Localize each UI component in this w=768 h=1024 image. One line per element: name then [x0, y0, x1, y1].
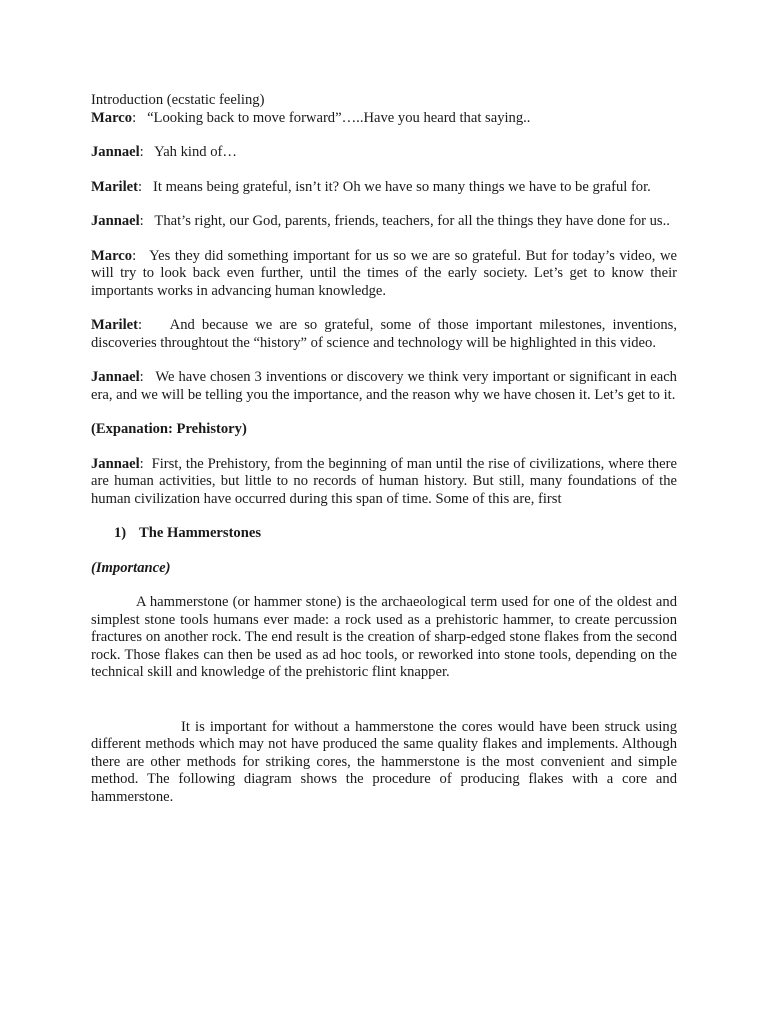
prehistory-paragraph	[91, 456, 677, 509]
speaker-separator: :	[139, 369, 156, 385]
speaker-separator: :	[139, 144, 155, 160]
dialogue-line-marco-2	[91, 248, 677, 301]
dialogue-text: Yah kind of…	[154, 144, 237, 160]
dialogue-text: Yes they did something important for us so we are so grateful. But for today’s video, we will try to look back even further, until the times of the early society. Let’s get to know their importants works in advancing human knowledge.	[91, 247, 677, 299]
list-label: The Hammerstones	[139, 525, 262, 541]
hammerstone-paragraph-2: It is important for without a hammerstone the cores would have been struck using different methods which may not have produced the same quality flakes and implements. Although there are other methods for striking cores, the hammerstone is the most convenient and simple method. The following diagram shows the procedure of producing flakes with a core and hammerstone.	[91, 718, 677, 805]
list-item-hammerstones	[91, 525, 677, 543]
speaker-separator: :	[132, 247, 150, 264]
dialogue-line-jannael-1	[91, 144, 677, 162]
speaker-separator: :	[139, 455, 152, 472]
speaker-separator: :	[138, 178, 153, 195]
prehistory-text: First, the Prehistory, from the beginning of man until the rise of civilizations, where there are human activities, but little to no records of human history. But still, many foundations of the human civilization have occurred during this span of time. Some of this are, first	[91, 455, 677, 507]
section-heading: (Expanation: Prehistory)	[91, 421, 247, 437]
dialogue-line-marco-1	[91, 110, 677, 128]
speaker-name: Jannael	[91, 455, 140, 472]
list-number: 1)	[114, 525, 127, 541]
intro-title: Introduction (ecstatic feeling)	[91, 92, 265, 108]
dialogue-text: And because we are so grateful, some of those important milestones, inventions, discoveries throughtout the “history” of science and technology will be highlighted in this video.	[91, 317, 677, 351]
document-page	[91, 92, 677, 806]
dialogue-text: That’s right, our God, parents, friends, teachers, for all the things they have done for us..	[154, 213, 670, 229]
dialogue-line-jannael-3	[91, 369, 677, 404]
dialogue-text: We have chosen 3 inventions or discovery we think very important or significant in each era, and we will be telling you the importance, and the reason why we have chosen it. Let’s get to it.	[91, 369, 677, 403]
importance-heading: (Importance)	[91, 559, 171, 576]
speaker-name: Marco	[91, 109, 133, 126]
dialogue-text: It means being grateful, isn’t it? Oh we have so many things we have to be graful for.	[153, 178, 651, 195]
speaker-name: Marilet	[91, 178, 138, 195]
dialogue-line-marilet-2	[91, 317, 677, 352]
speaker-name: Jannael	[91, 213, 140, 229]
hammerstone-paragraph-1: A hammerstone (or hammer stone) is the archaeological term used for one of the oldest and simplest stone tools humans ever made: a rock used as a prehistoric hammer, to create percussion fractures on another rock. The end result is the creation of sharp-edged stone flakes from the second rock. Those flakes can then be used as ad hoc tools, or reworked into stone tools, depending on the technical skill and knowledge of the prehistoric flint knapper.	[91, 594, 677, 680]
speaker-separator: :	[139, 213, 155, 229]
speaker-separator: :	[132, 109, 148, 126]
speaker-name: Jannael	[91, 369, 140, 385]
speaker-name: Marco	[91, 247, 133, 264]
speaker-name: Jannael	[91, 144, 140, 160]
dialogue-line-jannael-2	[91, 213, 677, 231]
speaker-name: Marilet	[91, 317, 138, 333]
dialogue-line-marilet-1	[91, 179, 677, 197]
speaker-separator: :	[138, 317, 170, 333]
dialogue-text: “Looking back to move forward”…..Have you heard that saying..	[147, 109, 531, 126]
